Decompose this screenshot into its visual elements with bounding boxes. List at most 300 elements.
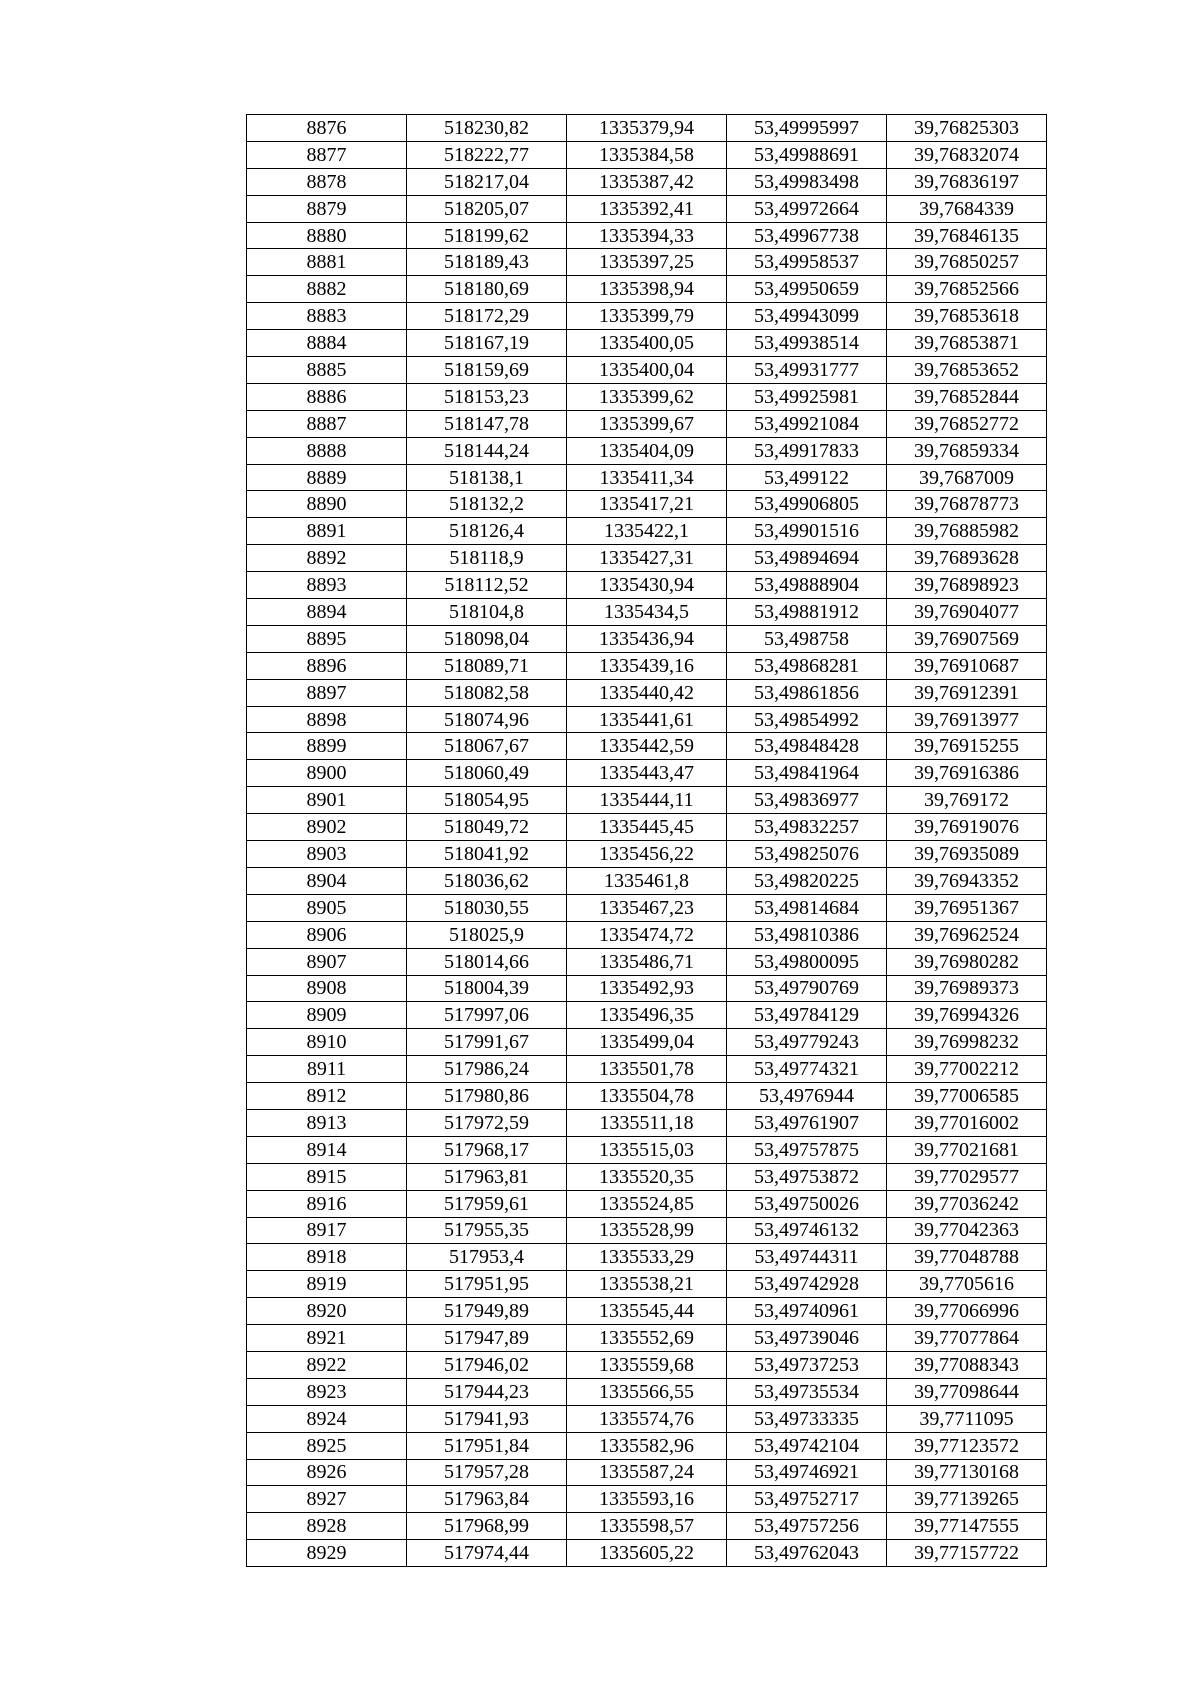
latitude-cell: 53,49762043 xyxy=(727,1540,887,1567)
table-row xyxy=(247,357,1047,384)
x-coordinate-cell: 518112,52 xyxy=(407,572,567,599)
x-coordinate-cell: 517980,86 xyxy=(407,1083,567,1110)
longitude-cell: 39,76898923 xyxy=(887,572,1047,599)
x-coordinate-cell: 518144,24 xyxy=(407,437,567,464)
longitude-cell: 39,7705616 xyxy=(887,1271,1047,1298)
table-row xyxy=(247,1083,1047,1110)
y-coordinate-cell: 1335486,71 xyxy=(567,948,727,975)
y-coordinate-cell: 1335443,47 xyxy=(567,760,727,787)
table-row xyxy=(247,330,1047,357)
table-row xyxy=(247,679,1047,706)
point-number-cell: 8885 xyxy=(247,357,407,384)
y-coordinate-cell: 1335400,05 xyxy=(567,330,727,357)
point-number-cell: 8878 xyxy=(247,168,407,195)
latitude-cell: 53,49757875 xyxy=(727,1136,887,1163)
y-coordinate-cell: 1335430,94 xyxy=(567,572,727,599)
longitude-cell: 39,77066996 xyxy=(887,1298,1047,1325)
table-row xyxy=(247,168,1047,195)
table-row xyxy=(247,1217,1047,1244)
table-row xyxy=(247,1378,1047,1405)
table-row xyxy=(247,1513,1047,1540)
longitude-cell: 39,77042363 xyxy=(887,1217,1047,1244)
point-number-cell: 8879 xyxy=(247,195,407,222)
y-coordinate-cell: 1335504,78 xyxy=(567,1083,727,1110)
point-number-cell: 8900 xyxy=(247,760,407,787)
latitude-cell: 53,49972664 xyxy=(727,195,887,222)
point-number-cell: 8902 xyxy=(247,814,407,841)
longitude-cell: 39,76885982 xyxy=(887,518,1047,545)
point-number-cell: 8880 xyxy=(247,222,407,249)
x-coordinate-cell: 518217,04 xyxy=(407,168,567,195)
latitude-cell: 53,49848428 xyxy=(727,733,887,760)
y-coordinate-cell: 1335515,03 xyxy=(567,1136,727,1163)
longitude-cell: 39,76943352 xyxy=(887,867,1047,894)
y-coordinate-cell: 1335399,67 xyxy=(567,410,727,437)
longitude-cell: 39,76853652 xyxy=(887,357,1047,384)
x-coordinate-cell: 518014,66 xyxy=(407,948,567,975)
point-number-cell: 8888 xyxy=(247,437,407,464)
x-coordinate-cell: 518049,72 xyxy=(407,814,567,841)
y-coordinate-cell: 1335397,25 xyxy=(567,249,727,276)
y-coordinate-cell: 1335392,41 xyxy=(567,195,727,222)
longitude-cell: 39,76853871 xyxy=(887,330,1047,357)
y-coordinate-cell: 1335552,69 xyxy=(567,1325,727,1352)
x-coordinate-cell: 518025,9 xyxy=(407,921,567,948)
y-coordinate-cell: 1335417,21 xyxy=(567,491,727,518)
y-coordinate-cell: 1335566,55 xyxy=(567,1378,727,1405)
y-coordinate-cell: 1335456,22 xyxy=(567,841,727,868)
latitude-cell: 53,499122 xyxy=(727,464,887,491)
longitude-cell: 39,77036242 xyxy=(887,1190,1047,1217)
y-coordinate-cell: 1335520,35 xyxy=(567,1163,727,1190)
y-coordinate-cell: 1335538,21 xyxy=(567,1271,727,1298)
coordinates-table xyxy=(246,114,1047,1567)
point-number-cell: 8877 xyxy=(247,141,407,168)
table-row xyxy=(247,948,1047,975)
y-coordinate-cell: 1335384,58 xyxy=(567,141,727,168)
longitude-cell: 39,769172 xyxy=(887,787,1047,814)
latitude-cell: 53,49814684 xyxy=(727,894,887,921)
y-coordinate-cell: 1335427,31 xyxy=(567,545,727,572)
point-number-cell: 8924 xyxy=(247,1405,407,1432)
longitude-cell: 39,76912391 xyxy=(887,679,1047,706)
x-coordinate-cell: 517951,95 xyxy=(407,1271,567,1298)
y-coordinate-cell: 1335411,34 xyxy=(567,464,727,491)
table-row xyxy=(247,841,1047,868)
longitude-cell: 39,7687009 xyxy=(887,464,1047,491)
y-coordinate-cell: 1335444,11 xyxy=(567,787,727,814)
longitude-cell: 39,76853618 xyxy=(887,303,1047,330)
latitude-cell: 53,49917833 xyxy=(727,437,887,464)
table-row xyxy=(247,1459,1047,1486)
latitude-cell: 53,49744311 xyxy=(727,1244,887,1271)
x-coordinate-cell: 517968,17 xyxy=(407,1136,567,1163)
table-row xyxy=(247,894,1047,921)
point-number-cell: 8923 xyxy=(247,1378,407,1405)
longitude-cell: 39,77130168 xyxy=(887,1459,1047,1486)
table-row xyxy=(247,1298,1047,1325)
latitude-cell: 53,49825076 xyxy=(727,841,887,868)
point-number-cell: 8917 xyxy=(247,1217,407,1244)
y-coordinate-cell: 1335434,5 xyxy=(567,599,727,626)
longitude-cell: 39,77098644 xyxy=(887,1378,1047,1405)
point-number-cell: 8918 xyxy=(247,1244,407,1271)
latitude-cell: 53,49790769 xyxy=(727,975,887,1002)
table-row xyxy=(247,733,1047,760)
x-coordinate-cell: 517953,4 xyxy=(407,1244,567,1271)
table-row xyxy=(247,1405,1047,1432)
longitude-cell: 39,76951367 xyxy=(887,894,1047,921)
longitude-cell: 39,76919076 xyxy=(887,814,1047,841)
table-row xyxy=(247,599,1047,626)
point-number-cell: 8889 xyxy=(247,464,407,491)
longitude-cell: 39,76994326 xyxy=(887,1002,1047,1029)
table-row xyxy=(247,249,1047,276)
latitude-cell: 53,49888904 xyxy=(727,572,887,599)
x-coordinate-cell: 518180,69 xyxy=(407,276,567,303)
latitude-cell: 53,49958537 xyxy=(727,249,887,276)
longitude-cell: 39,77157722 xyxy=(887,1540,1047,1567)
latitude-cell: 53,49983498 xyxy=(727,168,887,195)
x-coordinate-cell: 517944,23 xyxy=(407,1378,567,1405)
y-coordinate-cell: 1335474,72 xyxy=(567,921,727,948)
longitude-cell: 39,76846135 xyxy=(887,222,1047,249)
longitude-cell: 39,76980282 xyxy=(887,948,1047,975)
table-row xyxy=(247,706,1047,733)
point-number-cell: 8898 xyxy=(247,706,407,733)
latitude-cell: 53,49740961 xyxy=(727,1298,887,1325)
point-number-cell: 8892 xyxy=(247,545,407,572)
table-row xyxy=(247,787,1047,814)
y-coordinate-cell: 1335524,85 xyxy=(567,1190,727,1217)
x-coordinate-cell: 518098,04 xyxy=(407,625,567,652)
point-number-cell: 8899 xyxy=(247,733,407,760)
x-coordinate-cell: 518089,71 xyxy=(407,652,567,679)
latitude-cell: 53,49742928 xyxy=(727,1271,887,1298)
x-coordinate-cell: 518189,43 xyxy=(407,249,567,276)
x-coordinate-cell: 517955,35 xyxy=(407,1217,567,1244)
point-number-cell: 8883 xyxy=(247,303,407,330)
longitude-cell: 39,77147555 xyxy=(887,1513,1047,1540)
longitude-cell: 39,77077864 xyxy=(887,1325,1047,1352)
latitude-cell: 53,49988691 xyxy=(727,141,887,168)
longitude-cell: 39,7684339 xyxy=(887,195,1047,222)
x-coordinate-cell: 517946,02 xyxy=(407,1351,567,1378)
table-row xyxy=(247,1351,1047,1378)
table-row xyxy=(247,1109,1047,1136)
x-coordinate-cell: 518167,19 xyxy=(407,330,567,357)
longitude-cell: 39,76907569 xyxy=(887,625,1047,652)
x-coordinate-cell: 518030,55 xyxy=(407,894,567,921)
point-number-cell: 8926 xyxy=(247,1459,407,1486)
point-number-cell: 8916 xyxy=(247,1190,407,1217)
point-number-cell: 8907 xyxy=(247,948,407,975)
latitude-cell: 53,49784129 xyxy=(727,1002,887,1029)
y-coordinate-cell: 1335533,29 xyxy=(567,1244,727,1271)
latitude-cell: 53,49746921 xyxy=(727,1459,887,1486)
latitude-cell: 53,49750026 xyxy=(727,1190,887,1217)
longitude-cell: 39,77002212 xyxy=(887,1056,1047,1083)
latitude-cell: 53,4976944 xyxy=(727,1083,887,1110)
point-number-cell: 8882 xyxy=(247,276,407,303)
y-coordinate-cell: 1335441,61 xyxy=(567,706,727,733)
table-row xyxy=(247,625,1047,652)
x-coordinate-cell: 518230,82 xyxy=(407,115,567,142)
latitude-cell: 53,49868281 xyxy=(727,652,887,679)
x-coordinate-cell: 518138,1 xyxy=(407,464,567,491)
y-coordinate-cell: 1335559,68 xyxy=(567,1351,727,1378)
longitude-cell: 39,7711095 xyxy=(887,1405,1047,1432)
table-row xyxy=(247,383,1047,410)
point-number-cell: 8876 xyxy=(247,115,407,142)
latitude-cell: 53,49906805 xyxy=(727,491,887,518)
x-coordinate-cell: 517986,24 xyxy=(407,1056,567,1083)
table-row xyxy=(247,303,1047,330)
x-coordinate-cell: 518041,92 xyxy=(407,841,567,868)
table-row xyxy=(247,518,1047,545)
point-number-cell: 8919 xyxy=(247,1271,407,1298)
y-coordinate-cell: 1335394,33 xyxy=(567,222,727,249)
latitude-cell: 53,49779243 xyxy=(727,1029,887,1056)
x-coordinate-cell: 517957,28 xyxy=(407,1459,567,1486)
y-coordinate-cell: 1335582,96 xyxy=(567,1432,727,1459)
longitude-cell: 39,77021681 xyxy=(887,1136,1047,1163)
table-row xyxy=(247,975,1047,1002)
point-number-cell: 8896 xyxy=(247,652,407,679)
point-number-cell: 8887 xyxy=(247,410,407,437)
y-coordinate-cell: 1335439,16 xyxy=(567,652,727,679)
x-coordinate-cell: 517941,93 xyxy=(407,1405,567,1432)
table-row xyxy=(247,1271,1047,1298)
table-row xyxy=(247,921,1047,948)
y-coordinate-cell: 1335598,57 xyxy=(567,1513,727,1540)
point-number-cell: 8891 xyxy=(247,518,407,545)
x-coordinate-cell: 518153,23 xyxy=(407,383,567,410)
longitude-cell: 39,77016002 xyxy=(887,1109,1047,1136)
latitude-cell: 53,49735534 xyxy=(727,1378,887,1405)
table-row xyxy=(247,1190,1047,1217)
y-coordinate-cell: 1335492,93 xyxy=(567,975,727,1002)
y-coordinate-cell: 1335499,04 xyxy=(567,1029,727,1056)
table-row xyxy=(247,1163,1047,1190)
x-coordinate-cell: 517951,84 xyxy=(407,1432,567,1459)
y-coordinate-cell: 1335587,24 xyxy=(567,1459,727,1486)
point-number-cell: 8914 xyxy=(247,1136,407,1163)
x-coordinate-cell: 518172,29 xyxy=(407,303,567,330)
x-coordinate-cell: 518126,4 xyxy=(407,518,567,545)
longitude-cell: 39,76915255 xyxy=(887,733,1047,760)
latitude-cell: 53,49995997 xyxy=(727,115,887,142)
longitude-cell: 39,76852566 xyxy=(887,276,1047,303)
point-number-cell: 8928 xyxy=(247,1513,407,1540)
point-number-cell: 8903 xyxy=(247,841,407,868)
table-row xyxy=(247,572,1047,599)
x-coordinate-cell: 518132,2 xyxy=(407,491,567,518)
longitude-cell: 39,76859334 xyxy=(887,437,1047,464)
point-number-cell: 8915 xyxy=(247,1163,407,1190)
table-row xyxy=(247,867,1047,894)
point-number-cell: 8901 xyxy=(247,787,407,814)
longitude-cell: 39,77088343 xyxy=(887,1351,1047,1378)
x-coordinate-cell: 518036,62 xyxy=(407,867,567,894)
longitude-cell: 39,76910687 xyxy=(887,652,1047,679)
point-number-cell: 8929 xyxy=(247,1540,407,1567)
table-row xyxy=(247,276,1047,303)
table-row xyxy=(247,760,1047,787)
x-coordinate-cell: 518104,8 xyxy=(407,599,567,626)
longitude-cell: 39,77139265 xyxy=(887,1486,1047,1513)
y-coordinate-cell: 1335528,99 xyxy=(567,1217,727,1244)
x-coordinate-cell: 518074,96 xyxy=(407,706,567,733)
latitude-cell: 53,49737253 xyxy=(727,1351,887,1378)
y-coordinate-cell: 1335399,62 xyxy=(567,383,727,410)
point-number-cell: 8884 xyxy=(247,330,407,357)
latitude-cell: 53,49841964 xyxy=(727,760,887,787)
latitude-cell: 53,49757256 xyxy=(727,1513,887,1540)
point-number-cell: 8927 xyxy=(247,1486,407,1513)
longitude-cell: 39,76825303 xyxy=(887,115,1047,142)
point-number-cell: 8920 xyxy=(247,1298,407,1325)
x-coordinate-cell: 517947,89 xyxy=(407,1325,567,1352)
longitude-cell: 39,76962524 xyxy=(887,921,1047,948)
latitude-cell: 53,49943099 xyxy=(727,303,887,330)
x-coordinate-cell: 518082,58 xyxy=(407,679,567,706)
table-row xyxy=(247,1056,1047,1083)
table-row xyxy=(247,1486,1047,1513)
x-coordinate-cell: 517963,81 xyxy=(407,1163,567,1190)
longitude-cell: 39,76836197 xyxy=(887,168,1047,195)
point-number-cell: 8912 xyxy=(247,1083,407,1110)
latitude-cell: 53,49894694 xyxy=(727,545,887,572)
longitude-cell: 39,76852844 xyxy=(887,383,1047,410)
x-coordinate-cell: 518222,77 xyxy=(407,141,567,168)
latitude-cell: 53,49774321 xyxy=(727,1056,887,1083)
latitude-cell: 53,49861856 xyxy=(727,679,887,706)
latitude-cell: 53,49739046 xyxy=(727,1325,887,1352)
longitude-cell: 39,76935089 xyxy=(887,841,1047,868)
latitude-cell: 53,49836977 xyxy=(727,787,887,814)
point-number-cell: 8922 xyxy=(247,1351,407,1378)
latitude-cell: 53,49810386 xyxy=(727,921,887,948)
x-coordinate-cell: 517959,61 xyxy=(407,1190,567,1217)
y-coordinate-cell: 1335511,18 xyxy=(567,1109,727,1136)
table-row xyxy=(247,222,1047,249)
point-number-cell: 8921 xyxy=(247,1325,407,1352)
x-coordinate-cell: 517997,06 xyxy=(407,1002,567,1029)
point-number-cell: 8894 xyxy=(247,599,407,626)
x-coordinate-cell: 518205,07 xyxy=(407,195,567,222)
longitude-cell: 39,76989373 xyxy=(887,975,1047,1002)
y-coordinate-cell: 1335442,59 xyxy=(567,733,727,760)
longitude-cell: 39,76850257 xyxy=(887,249,1047,276)
y-coordinate-cell: 1335379,94 xyxy=(567,115,727,142)
table-row xyxy=(247,545,1047,572)
longitude-cell: 39,76904077 xyxy=(887,599,1047,626)
point-number-cell: 8911 xyxy=(247,1056,407,1083)
table-row xyxy=(247,464,1047,491)
latitude-cell: 53,49881912 xyxy=(727,599,887,626)
longitude-cell: 39,76832074 xyxy=(887,141,1047,168)
y-coordinate-cell: 1335398,94 xyxy=(567,276,727,303)
x-coordinate-cell: 518067,67 xyxy=(407,733,567,760)
table-row xyxy=(247,115,1047,142)
longitude-cell: 39,77048788 xyxy=(887,1244,1047,1271)
y-coordinate-cell: 1335545,44 xyxy=(567,1298,727,1325)
x-coordinate-cell: 518159,69 xyxy=(407,357,567,384)
x-coordinate-cell: 518060,49 xyxy=(407,760,567,787)
x-coordinate-cell: 517949,89 xyxy=(407,1298,567,1325)
latitude-cell: 53,49800095 xyxy=(727,948,887,975)
table-row xyxy=(247,1029,1047,1056)
y-coordinate-cell: 1335387,42 xyxy=(567,168,727,195)
x-coordinate-cell: 517963,84 xyxy=(407,1486,567,1513)
x-coordinate-cell: 518118,9 xyxy=(407,545,567,572)
point-number-cell: 8910 xyxy=(247,1029,407,1056)
point-number-cell: 8908 xyxy=(247,975,407,1002)
point-number-cell: 8913 xyxy=(247,1109,407,1136)
table-row xyxy=(247,410,1047,437)
y-coordinate-cell: 1335574,76 xyxy=(567,1405,727,1432)
latitude-cell: 53,49925981 xyxy=(727,383,887,410)
y-coordinate-cell: 1335404,09 xyxy=(567,437,727,464)
latitude-cell: 53,49854992 xyxy=(727,706,887,733)
table-row xyxy=(247,491,1047,518)
longitude-cell: 39,76893628 xyxy=(887,545,1047,572)
table-row xyxy=(247,652,1047,679)
latitude-cell: 53,49746132 xyxy=(727,1217,887,1244)
y-coordinate-cell: 1335440,42 xyxy=(567,679,727,706)
latitude-cell: 53,49733335 xyxy=(727,1405,887,1432)
table-row xyxy=(247,1432,1047,1459)
y-coordinate-cell: 1335399,79 xyxy=(567,303,727,330)
longitude-cell: 39,77006585 xyxy=(887,1083,1047,1110)
latitude-cell: 53,49938514 xyxy=(727,330,887,357)
y-coordinate-cell: 1335461,8 xyxy=(567,867,727,894)
longitude-cell: 39,77123572 xyxy=(887,1432,1047,1459)
point-number-cell: 8906 xyxy=(247,921,407,948)
latitude-cell: 53,49931777 xyxy=(727,357,887,384)
longitude-cell: 39,76998232 xyxy=(887,1029,1047,1056)
table-row xyxy=(247,814,1047,841)
y-coordinate-cell: 1335593,16 xyxy=(567,1486,727,1513)
point-number-cell: 8886 xyxy=(247,383,407,410)
longitude-cell: 39,76878773 xyxy=(887,491,1047,518)
point-number-cell: 8909 xyxy=(247,1002,407,1029)
table-row xyxy=(247,1540,1047,1567)
table-row xyxy=(247,141,1047,168)
point-number-cell: 8905 xyxy=(247,894,407,921)
latitude-cell: 53,49742104 xyxy=(727,1432,887,1459)
latitude-cell: 53,49820225 xyxy=(727,867,887,894)
latitude-cell: 53,49921084 xyxy=(727,410,887,437)
point-number-cell: 8881 xyxy=(247,249,407,276)
y-coordinate-cell: 1335501,78 xyxy=(567,1056,727,1083)
latitude-cell: 53,49967738 xyxy=(727,222,887,249)
table-row xyxy=(247,1002,1047,1029)
coordinates-table-body xyxy=(247,115,1047,1567)
x-coordinate-cell: 518004,39 xyxy=(407,975,567,1002)
latitude-cell: 53,49761907 xyxy=(727,1109,887,1136)
latitude-cell: 53,49752717 xyxy=(727,1486,887,1513)
table-row xyxy=(247,1244,1047,1271)
x-coordinate-cell: 517968,99 xyxy=(407,1513,567,1540)
longitude-cell: 39,76916386 xyxy=(887,760,1047,787)
y-coordinate-cell: 1335436,94 xyxy=(567,625,727,652)
y-coordinate-cell: 1335400,04 xyxy=(567,357,727,384)
latitude-cell: 53,49753872 xyxy=(727,1163,887,1190)
x-coordinate-cell: 518147,78 xyxy=(407,410,567,437)
y-coordinate-cell: 1335467,23 xyxy=(567,894,727,921)
